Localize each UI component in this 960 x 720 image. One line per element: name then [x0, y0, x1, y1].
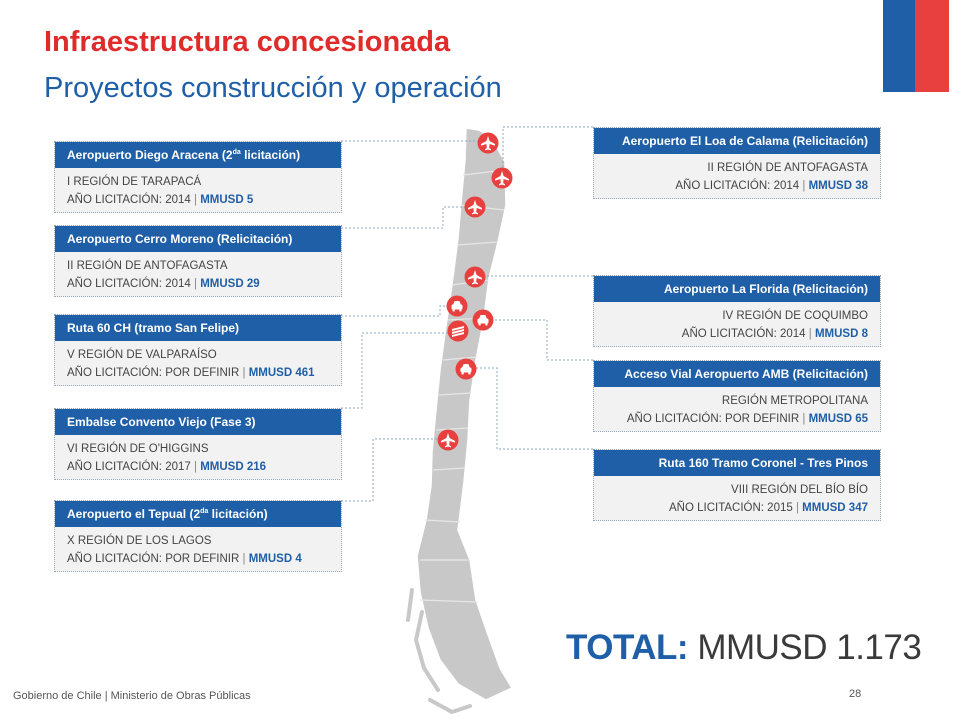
project-card-ruta-60[interactable]: [54, 314, 342, 386]
project-details: AÑO LICITACIÓN: 2014 | MMUSD 29: [67, 278, 260, 290]
project-details: AÑO LICITACIÓN: POR DEFINIR | MMUSD 461: [67, 367, 315, 379]
marker-road-ruta-160[interactable]: [456, 359, 477, 380]
project-card-ruta-160[interactable]: [593, 449, 881, 521]
project-region: II REGIÓN DE ANTOFAGASTA: [707, 162, 868, 174]
project-card-acceso-amb[interactable]: [593, 360, 881, 432]
project-details: AÑO LICITACIÓN: POR DEFINIR | MMUSD 65: [626, 413, 868, 425]
total-label: TOTAL:: [566, 628, 689, 667]
marker-road-ruta-60[interactable]: [447, 296, 468, 317]
project-region: VI REGIÓN DE O'HIGGINS: [67, 443, 209, 455]
project-title: Aeropuerto Cerro Moreno (Relicitación): [55, 226, 341, 252]
project-details: AÑO LICITACIÓN: 2015 | MMUSD 347: [668, 502, 868, 514]
project-amount: MMUSD 38: [808, 180, 868, 192]
project-details: AÑO LICITACIÓN: 2014 | MMUSD 38: [675, 180, 868, 192]
project-details: AÑO LICITACIÓN: 2017 | MMUSD 216: [67, 461, 267, 473]
marker-airport-el-tepual[interactable]: [438, 430, 459, 451]
project-region: II REGIÓN DE ANTOFAGASTA: [67, 260, 228, 272]
project-details: AÑO LICITACIÓN: POR DEFINIR | MMUSD 4: [67, 553, 302, 565]
marker-dam-convento-viejo[interactable]: [448, 321, 469, 342]
project-title: Ruta 160 Tramo Coronel - Tres Pinos: [594, 450, 880, 476]
project-details: AÑO LICITACIÓN: 2014 | MMUSD 8: [681, 328, 868, 340]
project-card-la-florida[interactable]: [593, 275, 881, 347]
marker-road-acceso-amb[interactable]: [473, 310, 494, 331]
project-amount: MMUSD 216: [200, 461, 267, 473]
project-title: Ruta 60 CH (tramo San Felipe): [55, 315, 341, 341]
project-amount: MMUSD 29: [200, 278, 260, 290]
total-investment: [566, 628, 921, 668]
project-amount: MMUSD 5: [200, 194, 254, 206]
project-region: V REGIÓN DE VALPARAÍSO: [67, 349, 217, 361]
marker-airport-el-loa[interactable]: [492, 168, 513, 189]
project-amount: MMUSD 347: [802, 502, 868, 514]
page-number: 28: [849, 688, 862, 700]
project-region: X REGIÓN DE LOS LAGOS: [67, 535, 212, 547]
project-details: AÑO LICITACIÓN: 2014 | MMUSD 5: [67, 194, 254, 206]
project-card-cerro-moreno[interactable]: [54, 225, 342, 297]
project-amount: MMUSD 8: [814, 328, 868, 340]
page-title: Infraestructura concesionada: [44, 26, 451, 58]
project-amount: MMUSD 4: [248, 553, 302, 565]
project-amount: MMUSD 461: [248, 367, 315, 379]
project-card-el-loa[interactable]: [593, 127, 881, 199]
footer-text: Gobierno de Chile | Ministerio de Obras Públicas: [13, 690, 251, 702]
project-card-el-tepual[interactable]: [54, 500, 342, 572]
project-region: VIII REGIÓN DEL BÍO BÍO: [731, 484, 868, 496]
project-title: Acceso Vial Aeropuerto AMB (Relicitación): [594, 361, 880, 387]
total-value: MMUSD 1.173: [697, 628, 922, 667]
project-card-convento-viejo[interactable]: [54, 408, 342, 480]
project-title: Embalse Convento Viejo (Fase 3): [55, 409, 341, 435]
chile-outline: [417, 128, 512, 700]
marker-airport-cerro-moreno[interactable]: [465, 197, 486, 218]
marker-airport-la-florida[interactable]: [465, 267, 486, 288]
project-title: Aeropuerto el Tepual ($2^{da}$ licitación): [55, 501, 341, 527]
project-region: I REGIÓN DE TARAPACÁ: [67, 176, 202, 188]
project-region: IV REGIÓN DE COQUIMBO: [722, 310, 868, 322]
project-card-diego-aracena[interactable]: [54, 141, 342, 213]
project-title: Aeropuerto El Loa de Calama (Relicitación): [594, 128, 880, 154]
marker-airport-diego-aracena[interactable]: [478, 133, 499, 154]
project-title: Aeropuerto Diego Aracena ($2^{da}$ licitación): [55, 142, 341, 168]
project-title: Aeropuerto La Florida (Relicitación): [594, 276, 880, 302]
project-amount: MMUSD 65: [808, 413, 868, 425]
page-subtitle: Proyectos construcción y operación: [44, 72, 502, 104]
project-region: REGIÓN METROPOLITANA: [721, 395, 868, 407]
